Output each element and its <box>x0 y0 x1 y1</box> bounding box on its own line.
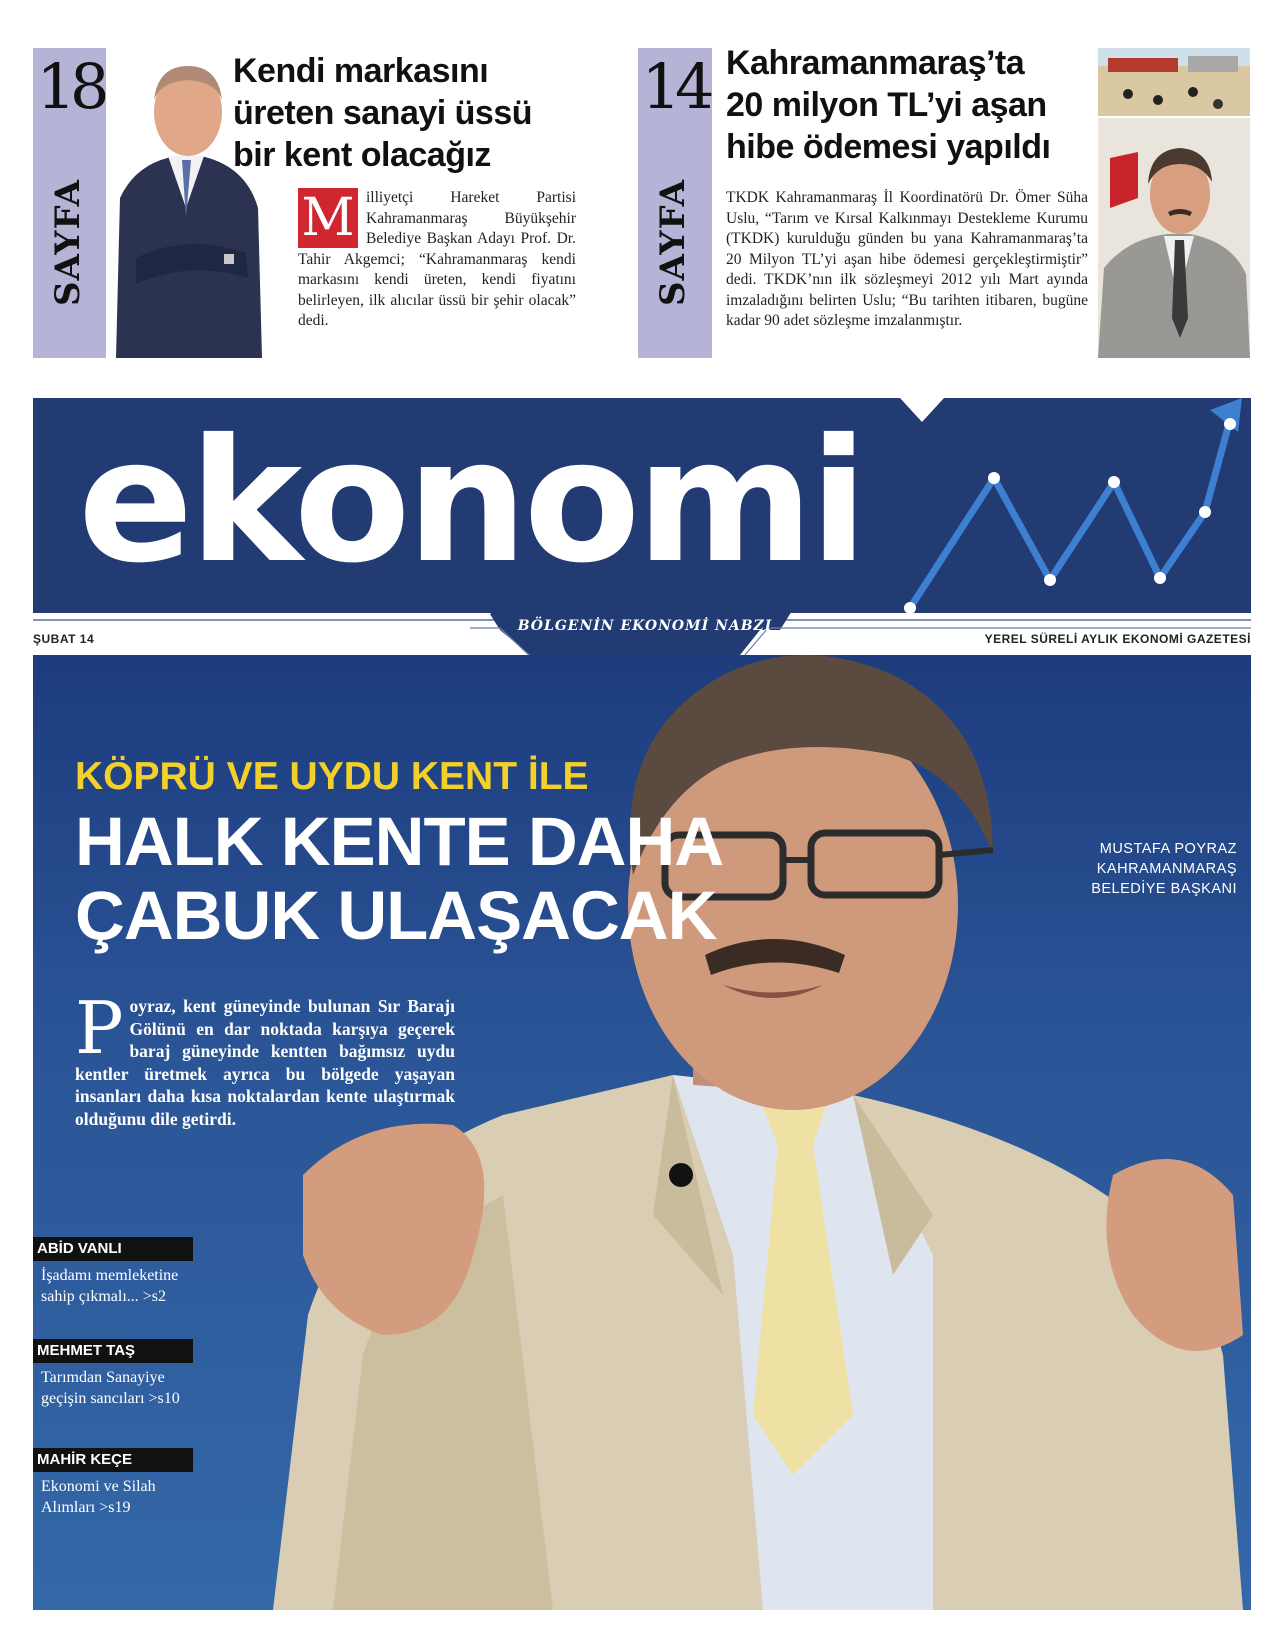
page-number: 18 <box>36 50 104 123</box>
caption-line: MUSTAFA POYRAZ <box>1099 841 1237 857</box>
lead-dropcap: P <box>75 986 124 1070</box>
teaser-left-title-line: üreten sanayi üssü <box>233 94 533 132</box>
issue-date: ŞUBAT 14 <box>33 632 95 646</box>
page-ref-right <box>638 48 712 358</box>
teaser-right-text: TKDK Kahramanmaraş İl Koordinatörü Dr. Ömer Süha Uslu, “Tarım ve Kırsal Kalkınmayı Destekleme Kurumu (TKDK) kurulduğu günden bu yana Kahramanmaraş’ta 20 Milyon TL’yi aşan hibe ödemesi gerçekleştirmiştir” dedi. TKDK’nın ilk sözleşmeyi 2012 yılı Mart ayında imzaladığını belirten Uslu; “Bu tarihten itibaren, bugüne kadar 90 adet sözleşme imzalanmıştır. <box>726 189 1088 329</box>
cover-lead <box>75 986 455 1130</box>
columnist-teaser[interactable] <box>41 1265 211 1307</box>
columnist-teaser[interactable] <box>41 1367 211 1409</box>
photo-caption <box>1091 839 1237 899</box>
columnist-teaser-line: Ekonomi ve Silah <box>41 1478 156 1495</box>
headline-line: ÇABUK ULAŞACAK <box>75 877 717 954</box>
teaser-right-title-line: hibe ödemesi yapıldı <box>726 128 1051 166</box>
teaser-left-title-line: bir kent olacağız <box>233 136 491 174</box>
columnist-teaser-line: İşadamı memleketine <box>41 1267 179 1284</box>
cover-story <box>33 655 1251 1610</box>
cover-kicker: KÖPRÜ VE UYDU KENT İLE <box>75 755 589 798</box>
page-ref-left <box>33 48 107 358</box>
columnist-teaser-line: Tarımdan Sanayiye <box>41 1369 165 1386</box>
farm-photo <box>1098 48 1250 116</box>
dropcap: M <box>298 188 358 248</box>
headline-line: HALK KENTE DAHA <box>75 803 724 880</box>
caption-line: BELEDİYE BAŞKANI <box>1091 881 1237 897</box>
columnist-teaser[interactable] <box>41 1476 211 1518</box>
teaser-right-title[interactable] <box>726 42 1106 168</box>
lead-text: oyraz, kent güneyinde bulunan Sır Barajı Gölünü en dar noktada karşıya geçerek baraj güneyinde kentten bağımsız uydu kentler üretmek ayrıca bu bölgede yaşayan insanları daha kısa noktalardan kente ulaştırmak olduğunu dile getirdi. <box>75 996 455 1129</box>
teaser-left-title[interactable] <box>233 50 563 176</box>
teaser-right-title-line: Kahramanmaraş’ta <box>726 44 1025 82</box>
columnist-name[interactable]: MAHİR KEÇE <box>33 1448 193 1472</box>
page-word: SAYFA <box>48 178 88 306</box>
teaser-left-text: illiyetçi Hareket Partisi Kahramanmaraş Büyükşehir Belediye Başkan Adayı Prof. Dr. Tahir Akgemci; “Kahramanmaraş kendi markasını kendi üreten, kendi fiyatını belirleyen, ilk alıcılar üssü bir şehir olacak” dedi. <box>298 189 576 329</box>
columnist-name[interactable]: MEHMET TAŞ <box>33 1339 193 1363</box>
slogan-wrap <box>490 618 800 638</box>
teaser-right-title-line: 20 milyon TL’yi aşan <box>726 86 1047 124</box>
teaser-right-body <box>726 188 1088 332</box>
masthead-slogan: BÖLGENİN EKONOMİ NABZI <box>517 618 773 634</box>
columnist-name[interactable]: ABİD VANLI <box>33 1237 193 1261</box>
page-word: SAYFA <box>653 178 693 306</box>
teaser-left-body <box>298 188 576 332</box>
columnist-teaser-line: geçişin sancıları >s10 <box>41 1390 180 1407</box>
publication-type: YEREL SÜRELİ AYLIK EKONOMİ GAZETESİ <box>984 632 1251 646</box>
caption-line: KAHRAMANMARAŞ <box>1096 861 1237 877</box>
cover-headline[interactable] <box>75 805 723 953</box>
portrait-photo-right <box>1098 118 1250 358</box>
teaser-left-title-line: Kendi markasını <box>233 52 489 90</box>
columnist-teaser-line: sahip çıkmalı... >s2 <box>41 1288 167 1305</box>
page-number: 14 <box>641 50 709 123</box>
masthead-logo[interactable]: ekonomi <box>78 403 864 601</box>
columnist-teaser-line: Alımları >s19 <box>41 1499 131 1516</box>
